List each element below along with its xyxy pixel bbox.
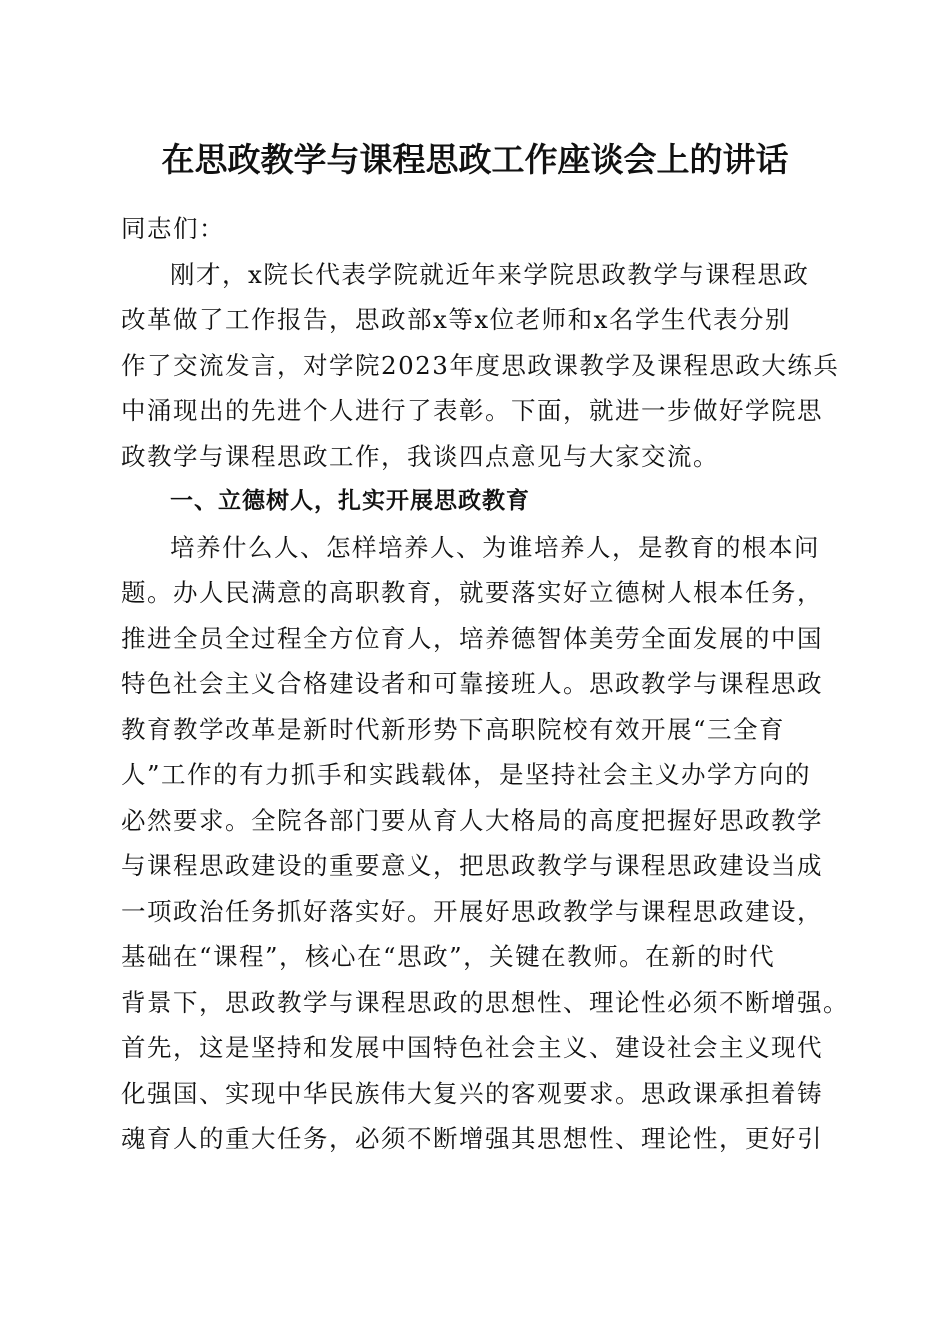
paragraph-line: 必然要求。全院各部门要从育人大格局的高度把握好思政教学 (121, 805, 823, 835)
paragraph-line: 与课程思政建设的重要意义，把思政教学与课程思政建设当成 (121, 851, 823, 880)
paragraph-line: 魂育人的重大任务，必须不断增强其思想性、理论性，更好引 (121, 1124, 823, 1153)
paragraph-line: 培养什么人、怎样培养人、为谁培养人，是教育的根本问 (170, 532, 820, 562)
paragraph-line: 教育教学改革是新时代新形势下高职院校有效开展“三全育 (121, 714, 786, 744)
paragraph-line: 改革做了工作报告，思政部x等x位老师和x名学生代表分别 (121, 305, 791, 334)
paragraph-line: 中涌现出的先进个人进行了表彰。下面，就进一步做好学院思 (121, 396, 823, 425)
paragraph-line: 一项政治任务抓好落实好。开展好思政教学与课程思政建设， (121, 896, 823, 926)
paragraph-line: 基础在“课程”，核心在“思政”，关键在教师。在新的时代 (121, 942, 776, 971)
paragraph-2 (121, 525, 849, 1162)
paragraph-line: 首先，这是坚持和发展中国特色社会主义、建设社会主义现代 (121, 1033, 823, 1062)
paragraph-line: 背景下，思政教学与课程思政的思想性、理论性必须不断增强。 (121, 987, 849, 1017)
paragraph-line: 刚才，x院长代表学院就近年来学院思政教学与课程思政 (170, 259, 810, 289)
document-title: 在思政教学与课程思政工作座谈会上的讲话 (161, 140, 789, 179)
section-heading: 一、立德树人，扎实开展思政教育 (170, 488, 530, 514)
paragraph-1 (121, 252, 840, 480)
paragraph-line: 作了交流发言，对学院2023年度思政课教学及课程思政大练兵 (121, 350, 840, 380)
paragraph-line: 推进全员全过程全方位育人，培养德智体美劳全面发展的中国 (121, 623, 823, 653)
paragraph-line: 政教学与课程思政工作，我谈四点意见与大家交流。 (121, 441, 719, 471)
paragraph-line: 人”工作的有力抓手和实践载体，是坚持社会主义办学方向的 (121, 760, 812, 789)
paragraph-line: 特色社会主义合格建设者和可靠接班人。思政教学与课程思政 (121, 669, 823, 698)
paragraph-line: 化强国、实现中华民族伟大复兴的客观要求。思政课承担着铸 (121, 1078, 823, 1108)
document-body (121, 206, 849, 1162)
paragraph-line: 题。办人民满意的高职教育，就要落实好立德树人根本任务， (121, 578, 823, 607)
salutation: 同志们： (121, 214, 225, 243)
